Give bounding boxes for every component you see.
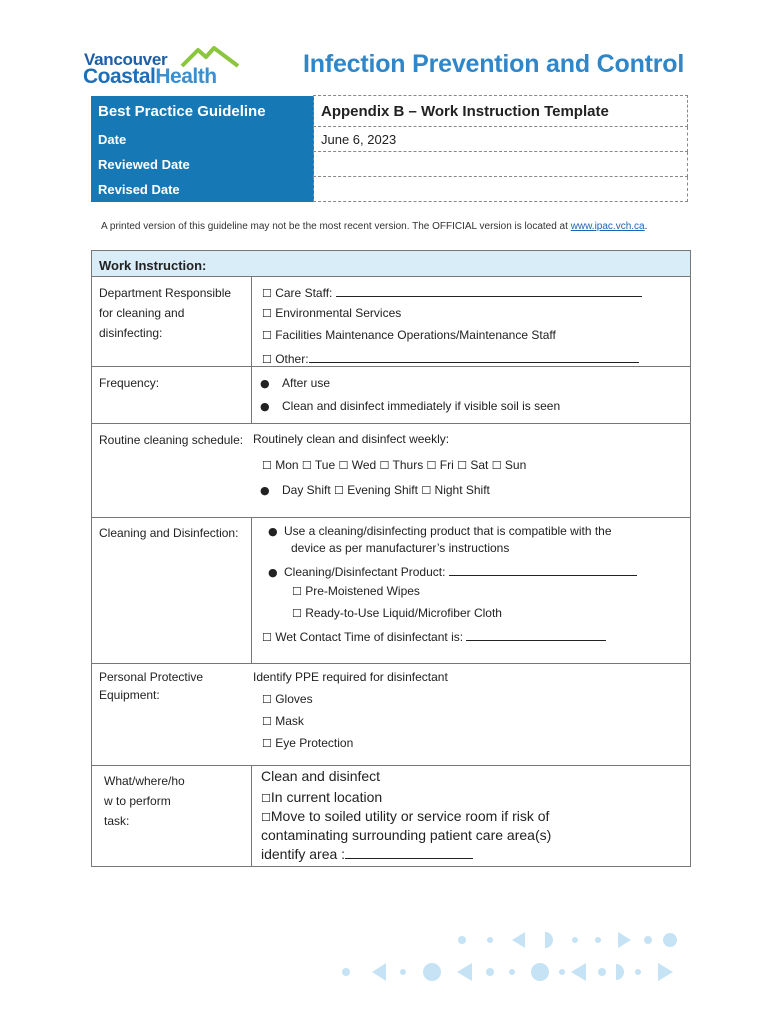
mask-option[interactable]: ☐ Mask: [262, 714, 304, 728]
frequency-visible-soil: ● Clean and disinfect immediately if visible soil is seen: [260, 399, 561, 413]
decorative-footer-pattern: [340, 930, 700, 990]
other-option[interactable]: ☐ Other:: [262, 350, 639, 366]
compatible-product-bullet-cont: device as per manufacturer’s instructions: [291, 541, 510, 555]
department-row: [92, 277, 690, 367]
cleaning-row: [92, 518, 690, 664]
compatible-product-bullet: ● Use a cleaning/disinfecting product that is compatible with the: [268, 524, 612, 538]
facilities-maintenance-option[interactable]: ☐ Facilities Maintenance Operations/Maintenance Staff: [262, 328, 556, 342]
task-label: What/where/ho w to perform task:: [104, 774, 185, 828]
ppe-intro: Identify PPE required for disinfectant: [253, 670, 448, 684]
disinfectant-product-field[interactable]: ● Cleaning/Disinfectant Product:: [268, 563, 637, 579]
task-row: [92, 766, 690, 866]
ppe-row: [92, 664, 690, 766]
shift-checkboxes[interactable]: ● Day Shift ☐ Evening Shift ☐ Night Shift: [260, 483, 490, 497]
wet-contact-time-field[interactable]: ☐ Wet Contact Time of disinfectant is:: [262, 628, 606, 644]
eye-protection-option[interactable]: ☐ Eye Protection: [262, 736, 354, 750]
weekday-checkboxes[interactable]: ☐ Mon ☐ Tue ☐ Wed ☐ Thurs ☐ Fri ☐ Sat ☐ Sun: [262, 458, 527, 472]
guideline-header-table: [91, 95, 688, 202]
reviewed-date-value: [314, 152, 688, 177]
schedule-intro: Routinely clean and disinfect weekly:: [253, 432, 450, 446]
revised-date-value: [314, 177, 688, 202]
reviewed-date-label: Reviewed Date: [91, 152, 314, 177]
vch-logo: [80, 44, 250, 90]
guideline-type: Best Practice Guideline: [91, 96, 314, 127]
page-title: Infection Prevention and Control: [303, 50, 685, 78]
pre-moistened-wipes-option[interactable]: ☐ Pre-Moistened Wipes: [292, 584, 420, 598]
department-label: Department Responsible for cleaning and disinfecting:: [99, 286, 232, 340]
ppe-label: Personal Protective Equipment:: [99, 670, 204, 702]
work-instruction-form: [91, 250, 691, 867]
gloves-option[interactable]: ☐ Gloves: [262, 692, 313, 706]
frequency-label: Frequency:: [99, 376, 160, 390]
schedule-row: [92, 424, 690, 518]
frequency-row: [92, 367, 690, 424]
cleaning-label: Cleaning and Disinfection:: [99, 526, 239, 540]
identify-area-field[interactable]: identify area :: [261, 846, 473, 862]
ipac-link[interactable]: www.ipac.vch.ca: [570, 221, 645, 232]
document-title: Appendix B – Work Instruction Template: [314, 96, 688, 127]
task-intro: Clean and disinfect: [261, 768, 381, 784]
current-location-option[interactable]: ☐In current location: [261, 789, 383, 805]
care-staff-option[interactable]: ☐ Care Staff:: [262, 284, 642, 300]
form-heading: Work Instruction:: [92, 251, 690, 277]
revised-date-label: Revised Date: [91, 177, 314, 202]
ready-to-use-option[interactable]: ☐ Ready-to-Use Liquid/Microfiber Cloth: [292, 606, 502, 620]
environmental-services-option[interactable]: ☐ Environmental Services: [262, 306, 402, 320]
soiled-utility-option-cont: contaminating surrounding patient care area(s): [261, 827, 552, 843]
frequency-after-use: ● After use: [260, 376, 331, 390]
logo-line1: Vancouver: [84, 50, 168, 69]
schedule-label: Routine cleaning schedule:: [99, 433, 244, 447]
mountain-icon: [180, 44, 240, 70]
official-version-note: A printed version of this guideline may not be the most recent version. The OFFICIAL version is located at www.ipac.vch.ca.: [101, 221, 648, 232]
logo-line2: CoastalHealth: [83, 65, 217, 88]
date-label: Date: [91, 127, 314, 152]
date-value: June 6, 2023: [314, 127, 688, 152]
soiled-utility-option[interactable]: ☐Move to soiled utility or service room if risk of: [261, 808, 550, 824]
